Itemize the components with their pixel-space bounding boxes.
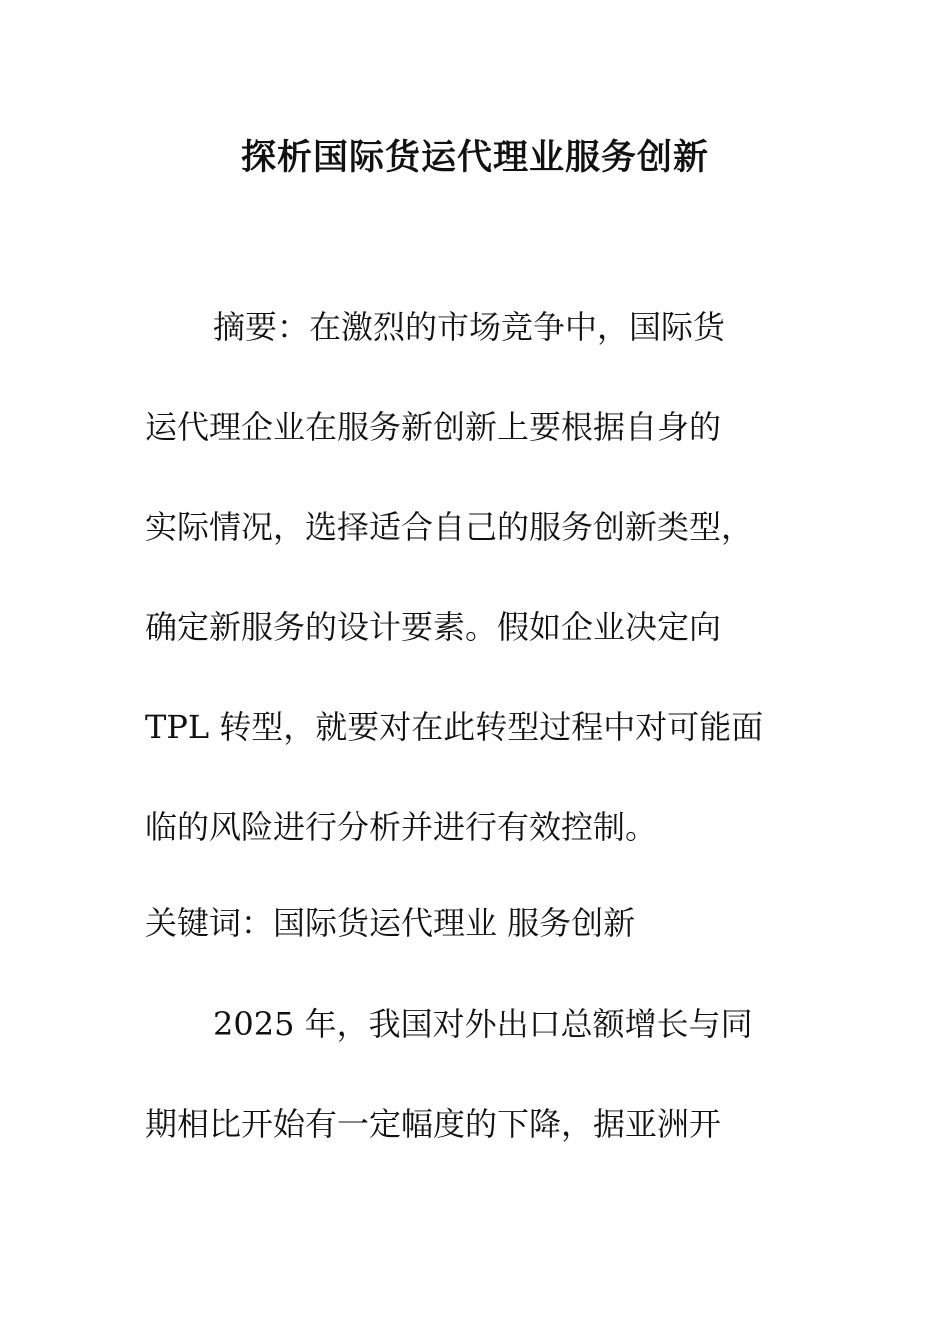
abstract-line-1: 摘要：在激烈的市场竞争中，国际货 <box>213 308 726 346</box>
abstract-line-2: 运代理企业在服务新创新上要根据自身的 <box>145 408 722 446</box>
abstract-line-5: TPL 转型，就要对在此转型过程中对可能面 <box>145 708 764 746</box>
body-line-1: 2025 年，我国对外出口总额增长与同 <box>213 1005 753 1043</box>
abstract-line-3: 实际情况，选择适合自己的服务创新类型， <box>145 508 754 546</box>
abstract-line-4: 确定新服务的设计要素。假如企业决定向 <box>145 608 722 646</box>
abstract-line-6: 临的风险进行分析并进行有效控制。 <box>145 808 658 846</box>
body-line-2: 期相比开始有一定幅度的下降，据亚洲开 <box>145 1105 722 1143</box>
document-title: 探析国际货运代理业服务创新 <box>240 138 709 178</box>
keywords-line: 关键词：国际货运代理业 服务创新 <box>145 904 636 942</box>
